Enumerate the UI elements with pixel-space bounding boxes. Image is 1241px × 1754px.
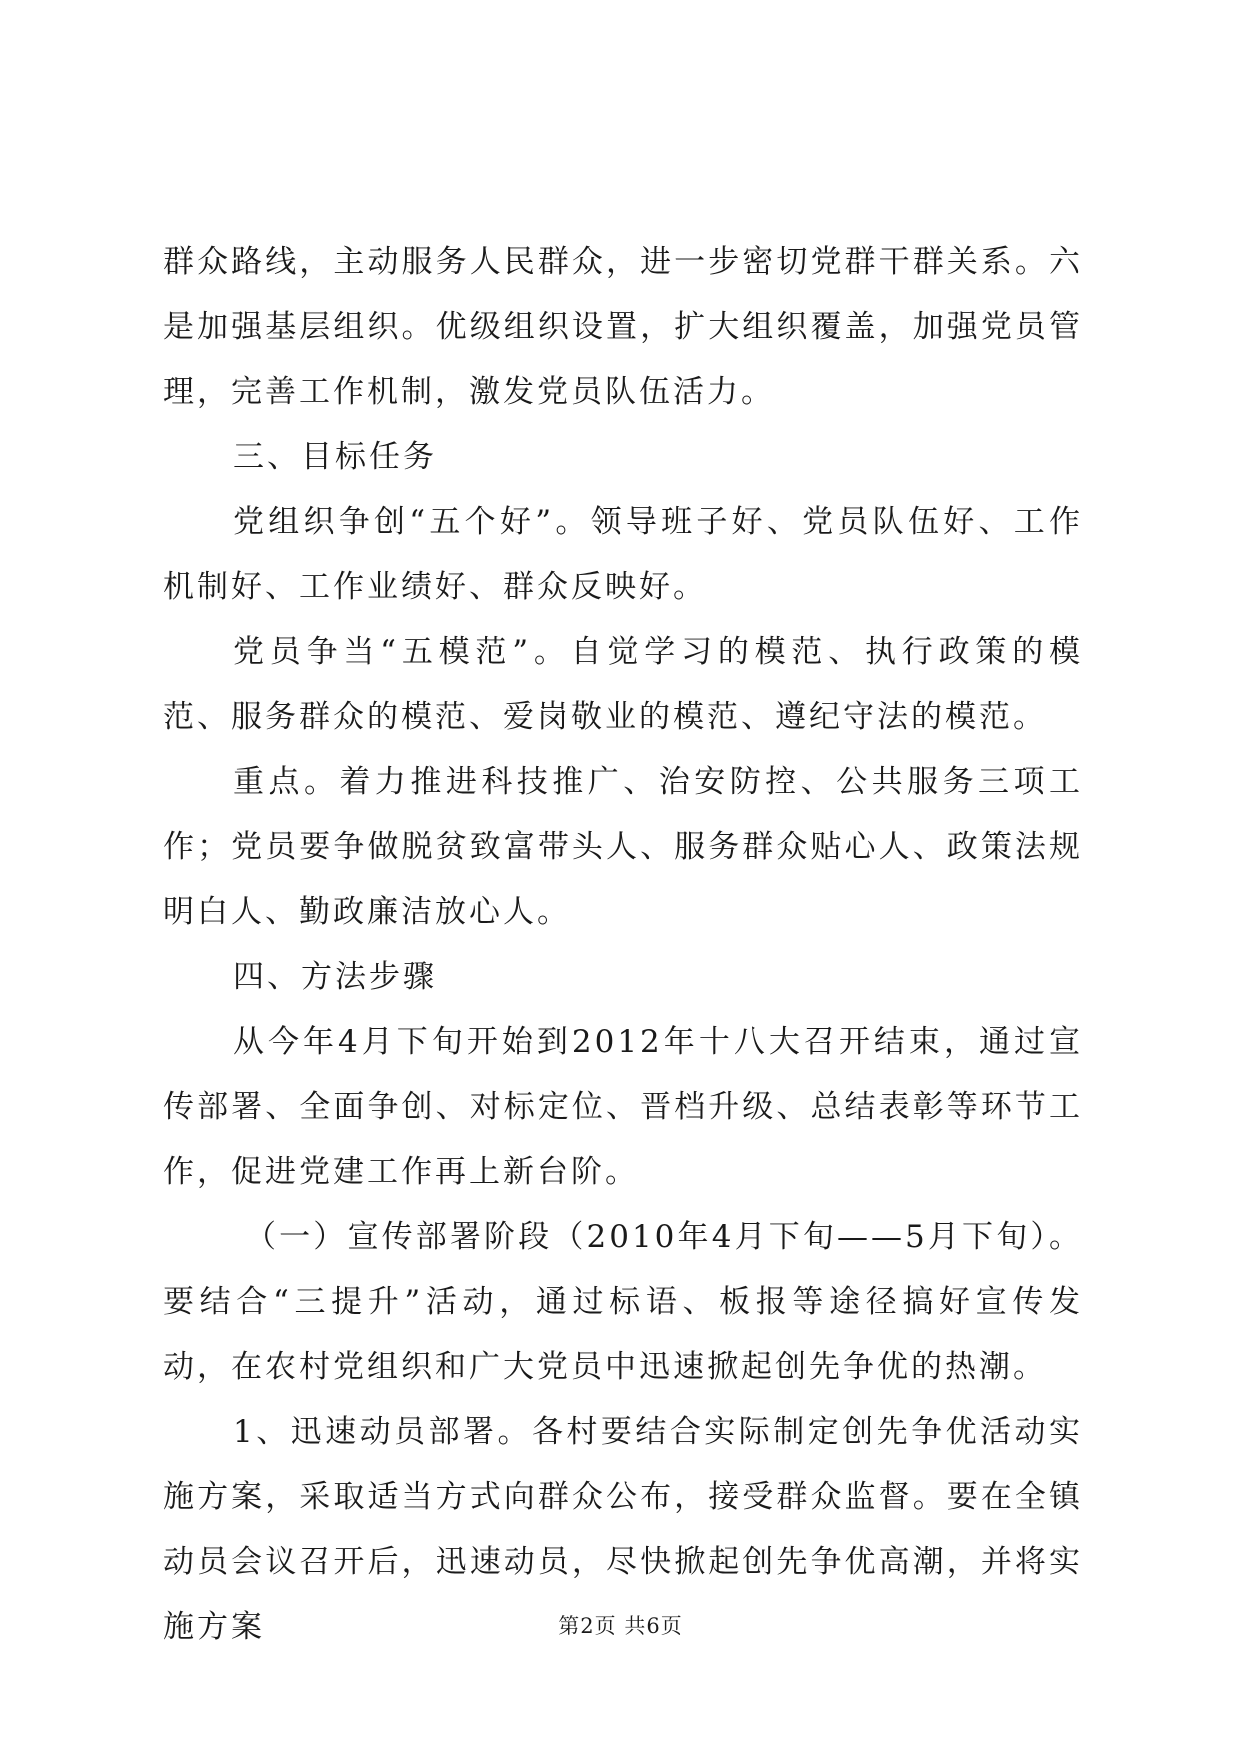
subsection-paragraph: （一）宣传部署阶段（2010年4月下旬——5月下旬）。要结合“三提升”活动，通过标语、板报等途径搞好宣传发动，在农村党组织和广大党员中迅速掀起创先争优的热潮。 [163,1219,1083,1385]
section-heading-methods: 四、方法步骤 [233,959,437,995]
section-heading-targets: 三、目标任务 [233,439,437,475]
document-body [163,230,1083,1660]
body-paragraph: 重点。着力推进科技推广、治安防控、公共服务三项工作；党员要争做脱贫致富带头人、服务群众贴心人、政策法规明白人、勤政廉洁放心人。 [163,764,1083,930]
body-paragraph: 党组织争创“五个好”。领导班子好、党员队伍好、工作机制好、工作业绩好、群众反映好。 [163,504,1083,605]
body-paragraph: 从今年4月下旬开始到2012年十八大召开结束，通过宣传部署、全面争创、对标定位、晋档升级、总结表彰等环节工作，促进党建工作再上新台阶。 [163,1024,1083,1190]
body-paragraph: 群众路线，主动服务人民群众，进一步密切党群干群关系。六是加强基层组织。优级组织设置，扩大组织覆盖，加强党员管理，完善工作机制，激发党员队伍活力。 [163,244,1083,410]
body-paragraph: 党员争当“五模范”。自觉学习的模范、执行政策的模范、服务群众的模范、爱岗敬业的模范、遵纪守法的模范。 [163,634,1083,735]
page-footer: 第2页 共6页 [558,1614,683,1638]
numbered-paragraph: 1、迅速动员部署。各村要结合实际制定创先争优活动实施方案，采取适当方式向群众公布，接受群众监督。要在全镇动员会议召开后，迅速动员，尽快掀起创先争优高潮，并将实施方案 [163,1414,1083,1645]
